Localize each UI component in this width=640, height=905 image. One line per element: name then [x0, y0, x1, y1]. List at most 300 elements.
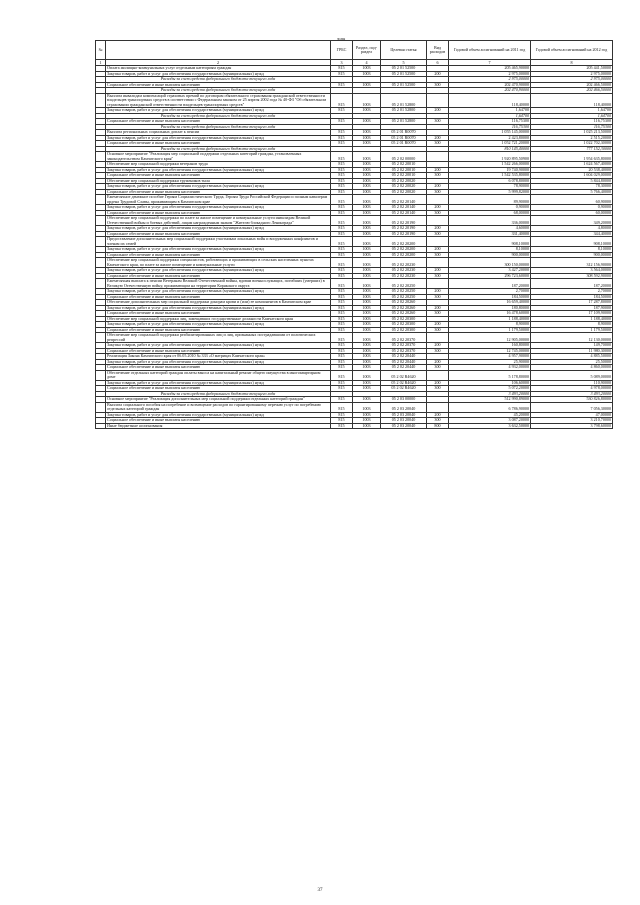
grbs-cell: 815	[331, 162, 353, 168]
article-cell: 05 2 02 20190	[381, 226, 427, 232]
grbs-cell: 815	[331, 418, 353, 424]
grbs-cell: 815	[331, 316, 353, 322]
item-name-cell: Расходы за счет средств федерального бюджета текущего года	[106, 391, 331, 397]
article-cell: 05 2 02 20230	[381, 273, 427, 279]
section-cell: 1003	[353, 305, 381, 311]
amount-year1-cell: 78,90000	[449, 184, 531, 190]
article-cell: 05 2 01 52800	[381, 108, 427, 114]
expense-kind-cell: 200	[427, 322, 449, 328]
amount-year1-cell: 2 975,00000	[449, 71, 531, 77]
section-cell: 1003	[353, 178, 381, 184]
amount-year1-cell: 202 470,90000	[449, 88, 531, 94]
table-header-row	[96, 41, 613, 60]
expense-kind-cell: 200	[427, 343, 449, 349]
header-year2: Годовой объем ассигнований на 2012 год	[531, 41, 613, 60]
section-cell: 1003	[353, 108, 381, 114]
article-cell: 05 2 02 20250	[381, 289, 427, 295]
grbs-cell: 815	[331, 305, 353, 311]
amount-year1-cell: 5 178,80000	[449, 370, 531, 380]
amount-year2-cell: 5 766,40000	[531, 189, 613, 195]
expense-kind-cell	[427, 279, 449, 289]
row-number-cell	[96, 237, 106, 247]
section-cell: 1003	[353, 167, 381, 173]
expense-kind-cell: 200	[427, 205, 449, 211]
amount-year2-cell: 20 538,40000	[531, 167, 613, 173]
section-cell: 1003	[353, 258, 381, 268]
table-row	[96, 93, 613, 108]
article-cell: 05 2 03 20040	[381, 402, 427, 412]
amount-year1-cell: 12 905,00000	[449, 333, 531, 343]
expense-kind-cell	[427, 370, 449, 380]
article-cell: 05 2 02 20140	[381, 205, 427, 211]
expense-kind-cell	[427, 333, 449, 343]
amount-year1-cell: 3 493,20000	[449, 391, 531, 397]
article-cell: 05 2 02 20370	[381, 348, 427, 354]
amount-year2-cell: 1 022 702,30000	[531, 141, 613, 147]
article-cell: 05 2 01 R0070	[381, 135, 427, 141]
grbs-cell: 815	[331, 386, 353, 392]
column-index: 2	[106, 60, 331, 66]
article-cell: 05 2 02 20200	[381, 247, 427, 253]
amount-year1-cell: 1,64700	[449, 108, 531, 114]
section-cell: 1003	[353, 322, 381, 328]
section-cell: 1003	[353, 119, 381, 125]
table-row	[96, 279, 613, 289]
amount-year2-cell: 12 130,00000	[531, 333, 613, 343]
item-name-cell: Закупка товаров, работ и услуг для обеспечения государственных (муниципальных) нужд	[106, 322, 331, 328]
header-section: Раздел, под-раздел	[353, 41, 381, 60]
grbs-cell: 815	[331, 258, 353, 268]
item-name-cell: Обеспечение мер социальной поддержки тружеников тыла	[106, 178, 331, 184]
section-cell: 1003	[353, 268, 381, 274]
item-name-cell: Закупка товаров, работ и услуг для обеспечения государственных (муниципальных) нужд	[106, 359, 331, 365]
header-name	[106, 41, 331, 60]
column-index: 6	[427, 60, 449, 66]
section-cell: 1003	[353, 237, 381, 247]
item-name-cell: Социальное обеспечение и иные выплаты населению	[106, 231, 331, 237]
item-name-cell: Обеспечение мер социальной поддержки ветеранов труда	[106, 162, 331, 168]
amount-year2-cell: 11 980,30000	[531, 348, 613, 354]
item-name-cell: Выплата инвалидам компенсаций страховых премий по договорам обязательного страхования гражданской ответственности владельцев транспортных средств в соответствии с Федеральным законом от 25 апреля 2002 года № 40-ФЗ "Об обязательном страховании гражданской ответственности владельцев транспортных средств"	[106, 93, 331, 108]
expense-kind-cell	[427, 93, 449, 108]
grbs-cell: 815	[331, 423, 353, 429]
article-cell: 05 2 02 20010	[381, 173, 427, 179]
item-name-cell: Закупка товаров, работ и услуг для обеспечения государственных (муниципальных) нужд	[106, 108, 331, 114]
section-cell: 1003	[353, 359, 381, 365]
section-cell: 1003	[353, 412, 381, 418]
section-cell: 1003	[353, 423, 381, 429]
amount-year1-cell: 4 932,00000	[449, 365, 531, 371]
section-cell: 1003	[353, 231, 381, 237]
item-name-cell: Социальное обеспечение и иные выплаты населению	[106, 365, 331, 371]
section-cell: 1003	[353, 397, 381, 403]
amount-year2-cell: 25,50000	[531, 359, 613, 365]
article-cell: 05 2 02 00000	[381, 152, 427, 162]
amount-year2-cell: 3 798,60000	[531, 423, 613, 429]
section-cell: 1003	[353, 173, 381, 179]
article-cell: 05 2 03 20040	[381, 418, 427, 424]
item-name-cell: Расходы за счет средств федерального бюджета текущего года	[106, 124, 331, 130]
amount-year2-cell: 344,40000	[531, 231, 613, 237]
header-kind: Вид расходов	[427, 41, 449, 60]
expense-kind-cell: 300	[427, 418, 449, 424]
table-row	[96, 258, 613, 268]
section-cell: 1003	[353, 226, 381, 232]
amount-year1-cell: 12 745,00000	[449, 348, 531, 354]
grbs-cell: 815	[331, 152, 353, 162]
amount-year1-cell: 16 659,40000	[449, 300, 531, 306]
item-name-cell: Расходы за счет средств федерального бюджета текущего года	[106, 146, 331, 152]
column-index: 5	[381, 60, 427, 66]
item-name-cell: Закупка товаров, работ и услуг для обеспечения государственных (муниципальных) нужд	[106, 226, 331, 232]
article-cell: 05 2 02 20370	[381, 343, 427, 349]
article-cell: 05 2 02 20020	[381, 184, 427, 190]
column-index: 3	[331, 60, 353, 66]
article-cell: 05 2 02 20010	[381, 167, 427, 173]
expense-kind-cell	[427, 237, 449, 247]
section-cell: 1003	[353, 289, 381, 295]
grbs-cell: 815	[331, 173, 353, 179]
grbs-cell: 815	[331, 135, 353, 141]
amount-year2-cell: 17 287,80000	[531, 300, 613, 306]
expense-kind-cell: 300	[427, 119, 449, 125]
item-name-cell: Социальное обеспечение и иные выплаты населению	[106, 418, 331, 424]
item-name-cell: Иные бюджетные ассигнования	[106, 423, 331, 429]
item-name-cell: Выплата социального пособия на погребение и возмещение расходов по гарантированному перечню услуг по погребению отдельных категорий граждан	[106, 402, 331, 412]
amount-year1-cell: 19 740,90000	[449, 167, 531, 173]
section-cell: 1003	[353, 130, 381, 136]
article-cell: 05 2 02 20190	[381, 216, 427, 226]
article-cell: 05 2 02 20300	[381, 316, 427, 322]
grbs-cell: 815	[331, 412, 353, 418]
item-name-cell: Социальное обеспечение и иные выплаты населению	[106, 210, 331, 216]
item-name-cell: Социальное обеспечение и иные выплаты населению	[106, 327, 331, 333]
grbs-cell: 815	[331, 397, 353, 403]
expense-kind-cell: 200	[427, 167, 449, 173]
section-cell: 1003	[353, 195, 381, 205]
amount-year2-cell: 118,40000	[531, 93, 613, 108]
amount-year2-cell: 3 493,20000	[531, 391, 613, 397]
item-name-cell: Обеспечение мер социальной поддержки специалистов, работающих и проживающих в сельских населенных пунктах Камчатского края, по плате за жилое помещение и коммунальные услуги	[106, 258, 331, 268]
amount-year1-cell: 118,40000	[449, 93, 531, 108]
article-cell: 05 2 02 20260	[381, 300, 427, 306]
article-cell: 05 2 02 R4620	[381, 380, 427, 386]
amount-year2-cell: 202 466,50000	[531, 82, 613, 88]
item-name-cell: Закупка товаров, работ и услуг для обеспечения государственных (муниципальных) нужд	[106, 412, 331, 418]
grbs-cell: 815	[331, 237, 353, 247]
amount-year2-cell: 777 152,30000	[531, 146, 613, 152]
article-cell: 05 2 01 52800	[381, 93, 427, 108]
grbs-cell: 815	[331, 82, 353, 88]
amount-year1-cell: 4,60000	[449, 226, 531, 232]
expense-kind-cell	[427, 216, 449, 226]
table-row	[96, 237, 613, 247]
item-name-cell: Закупка товаров, работ и услуг для обеспечения государственных (муниципальных) нужд	[106, 343, 331, 349]
article-cell: 05 2 03 20040	[381, 412, 427, 418]
grbs-cell: 815	[331, 184, 353, 190]
article-cell: 05 2 02 20300	[381, 327, 427, 333]
item-name-cell: Предоставление дополнительных мер социальной поддержки участникам локальных войн и вооруженных конфликтов и членам их семей	[106, 237, 331, 247]
amount-year2-cell: 60,90000	[531, 195, 613, 205]
header-grbs: ГРБС	[331, 41, 353, 60]
grbs-cell: 815	[331, 359, 353, 365]
amount-year1-cell: 908,10000	[449, 237, 531, 247]
section-cell: 1003	[353, 141, 381, 147]
item-name-cell: Социальное обеспечение и иные выплаты населению	[106, 141, 331, 147]
amount-year2-cell: 2 975,00000	[531, 71, 613, 77]
section-cell: 1003	[353, 162, 381, 168]
article-cell: 05 2 02 20440	[381, 359, 427, 365]
expense-kind-cell: 300	[427, 348, 449, 354]
item-name-cell: Расходы за счет средств федерального бюджета текущего года	[106, 77, 331, 83]
section-cell: 1003	[353, 370, 381, 380]
amount-year2-cell: 4 885,50000	[531, 354, 613, 360]
article-cell: 05 2 02 20300	[381, 322, 427, 328]
article-cell: 05 2 02 20260	[381, 305, 427, 311]
amount-year2-cell: 1 954 635,80000	[531, 152, 613, 162]
amount-year2-cell: 187,20000	[531, 279, 613, 289]
article-cell: 05 2 02 20140	[381, 195, 427, 205]
item-name-cell: Закупка товаров, работ и услуг для обеспечения государственных (муниципальных) нужд	[106, 268, 331, 274]
header-note: зоды	[337, 36, 346, 41]
article-cell: 05 2 02 20190	[381, 231, 427, 237]
amount-year1-cell: 184,50000	[449, 294, 531, 300]
article-cell: 05 2 01 52500	[381, 82, 427, 88]
item-name-cell: Обеспечение мер социальной поддержки реабилитированных лиц и лиц, признанных пострадавшими от политических репрессий	[106, 333, 331, 343]
grbs-cell: 815	[331, 402, 353, 412]
table-body	[96, 66, 613, 429]
amount-year1-cell: 187,20000	[449, 279, 531, 289]
table-row	[96, 402, 613, 412]
item-name-cell: Социальное обеспечение и иные выплаты населению	[106, 173, 331, 179]
amount-year2-cell: 149,70000	[531, 343, 613, 349]
section-cell: 1003	[353, 210, 381, 216]
grbs-cell: 815	[331, 327, 353, 333]
amount-year2-cell: 47,00000	[531, 412, 613, 418]
amount-year1-cell: 3 087,20000	[449, 418, 531, 424]
item-name-cell: Ежемесячная выплата к пенсии Ветеранам Великой Отечественной войны, вдовам военнослужащих, погибших (умерших) в Великую Отечественную войну, проживающим на территории Корякского округа	[106, 279, 331, 289]
grbs-cell: 815	[331, 354, 353, 360]
section-cell: 1003	[353, 365, 381, 371]
amount-year2-cell: 5 089,00000	[531, 370, 613, 380]
grbs-cell: 815	[331, 273, 353, 279]
grbs-cell: 815	[331, 333, 353, 343]
amount-year1-cell: 5 999,82000	[449, 189, 531, 195]
grbs-cell: 815	[331, 119, 353, 125]
grbs-cell: 815	[331, 195, 353, 205]
amount-year2-cell: 1 188,40000	[531, 316, 613, 322]
amount-year1-cell: 1,64700	[449, 113, 531, 119]
section-cell: 1003	[353, 279, 381, 289]
amount-year1-cell: 2,70000	[449, 289, 531, 295]
item-name-cell: Социальное обеспечение и иные выплаты населению	[106, 294, 331, 300]
item-name-cell: Социальное обеспечение и иные выплаты населению	[106, 189, 331, 195]
expense-kind-cell: 300	[427, 82, 449, 88]
item-name-cell: Обеспечение отдельных категорий граждан оплаты взноса на капитальный ремонт общего имущества в многоквартирном доме	[106, 370, 331, 380]
article-cell: 05 2 02 R4620	[381, 370, 427, 380]
column-index: 4	[353, 60, 381, 66]
article-cell: 05 2 02 20010	[381, 162, 427, 168]
article-cell: 05 2 03 20040	[381, 423, 427, 429]
article-cell: 05 2 01 R0070	[381, 141, 427, 147]
amount-year2-cell: 1 025 213,50000	[531, 130, 613, 136]
expense-kind-cell: 200	[427, 108, 449, 114]
amount-year1-cell: 331,40000	[449, 231, 531, 237]
item-name-cell: Закупка товаров, работ и услуг для обеспечения государственных (муниципальных) нужд	[106, 135, 331, 141]
article-cell: 05 2 01 52800	[381, 119, 427, 125]
item-name-cell: Социальное обеспечение и иные выплаты населению	[106, 348, 331, 354]
amount-year1-cell: 8,10000	[449, 247, 531, 253]
expense-kind-cell: 300	[427, 252, 449, 258]
amount-year2-cell: 1,64700	[531, 108, 613, 114]
amount-year2-cell: 312 156,90000	[531, 258, 613, 268]
item-name-cell: Оплата жилищно-коммунальных услуг отдельным категориям граждан	[106, 66, 331, 72]
section-cell: 1003	[353, 354, 381, 360]
item-name-cell: Обеспечение мер социальной поддержки по плате за жилое помещение и коммунальные услуги инвалидам Великой Отечественной войны и боевых действий, лицам награжденным знаком "Жителю блокадного Ленинграда"	[106, 216, 331, 226]
column-index: 1	[96, 60, 106, 66]
section-cell: 1003	[353, 184, 381, 190]
amount-year1-cell: 1 179,50000	[449, 327, 531, 333]
amount-year2-cell: 116,75300	[531, 119, 613, 125]
amount-year1-cell: 106,60000	[449, 380, 531, 386]
item-name-cell: Закупка товаров, работ и услуг для обеспечения государственных (муниципальных) нужд	[106, 184, 331, 190]
amount-year1-cell: 6 078,80000	[449, 178, 531, 184]
expense-kind-cell	[427, 258, 449, 268]
section-cell: 1003	[353, 386, 381, 392]
grbs-cell: 815	[331, 343, 353, 349]
amount-year2-cell: 184,50000	[531, 294, 613, 300]
article-cell: 05 2 02 R4620	[381, 386, 427, 392]
expense-kind-cell: 300	[427, 273, 449, 279]
row-number-cell	[96, 423, 106, 429]
item-name-cell: Социальное обеспечение и иные выплаты населению	[106, 273, 331, 279]
amount-year2-cell: 908,10000	[531, 237, 613, 247]
section-cell: 1003	[353, 300, 381, 306]
amount-year1-cell: 89,90000	[449, 195, 531, 205]
section-cell: 1003	[353, 152, 381, 162]
amount-year1-cell: 512 990,89000	[449, 397, 531, 403]
amount-year2-cell: 0,90000	[531, 205, 613, 211]
article-cell: 05 2 01 52500	[381, 71, 427, 77]
expense-kind-cell: 200	[427, 226, 449, 232]
amount-year1-cell: 1 920 895,50900	[449, 152, 531, 162]
table-row	[96, 216, 613, 226]
section-cell: 1003	[353, 252, 381, 258]
row-number-cell	[96, 195, 106, 205]
grbs-cell: 815	[331, 294, 353, 300]
table-row	[96, 152, 613, 162]
item-name-cell: Закупка товаров, работ и услуг для обеспечения государственных (муниципальных) нужд	[106, 247, 331, 253]
grbs-cell: 815	[331, 205, 353, 211]
amount-year1-cell: 6 786,90000	[449, 402, 531, 412]
item-name-cell: Обеспечение дополнительных мер социальной поддержки донорам крови и (или) ее компонентов в Камчатском крае	[106, 300, 331, 306]
amount-year1-cell: 296 723,60000	[449, 273, 531, 279]
expense-kind-cell: 300	[427, 327, 449, 333]
expense-kind-cell: 300	[427, 365, 449, 371]
amount-year2-cell: 3 210,70000	[531, 418, 613, 424]
article-cell: 05 2 03 00000	[381, 397, 427, 403]
amount-year1-cell: 1 188,40000	[449, 316, 531, 322]
amount-year1-cell: 205 465,90000	[449, 66, 531, 72]
grbs-cell: 815	[331, 108, 353, 114]
column-index: 8	[531, 60, 613, 66]
row-number-cell	[96, 279, 106, 289]
amount-year2-cell: 4 978,00000	[531, 386, 613, 392]
amount-year1-cell: 16 478,60000	[449, 311, 531, 317]
amount-year1-cell: 116,75300	[449, 124, 531, 130]
amount-year1-cell: 2 423,80000	[449, 135, 531, 141]
amount-year2-cell: 4 860,00000	[531, 365, 613, 371]
grbs-cell: 815	[331, 322, 353, 328]
item-name-cell: Социальное обеспечение и иные выплаты населению	[106, 82, 331, 88]
grbs-cell: 815	[331, 216, 353, 226]
article-cell: 05 2 02 20020	[381, 178, 427, 184]
grbs-cell: 815	[331, 71, 353, 77]
amount-year1-cell: 0,90000	[449, 205, 531, 211]
section-cell: 1003	[353, 333, 381, 343]
expense-kind-cell: 200	[427, 305, 449, 311]
amount-year1-cell: 1 542 266,00000	[449, 162, 531, 168]
amount-year2-cell: 7 056,30000	[531, 402, 613, 412]
amount-year1-cell: 202 470,90000	[449, 82, 531, 88]
expense-kind-cell: 300	[427, 141, 449, 147]
amount-year2-cell: 60,00000	[531, 210, 613, 216]
amount-year2-cell: 17 109,90000	[531, 311, 613, 317]
amount-year2-cell: 5 844,80000	[531, 178, 613, 184]
amount-year1-cell: 5 072,20000	[449, 386, 531, 392]
section-cell: 1003	[353, 135, 381, 141]
section-cell: 1003	[353, 216, 381, 226]
amount-year2-cell: 2,70000	[531, 289, 613, 295]
expense-kind-cell: 200	[427, 289, 449, 295]
expense-kind-cell: 200	[427, 412, 449, 418]
amount-year1-cell: 116,75300	[449, 119, 531, 125]
grbs-cell: 815	[331, 380, 353, 386]
amount-year2-cell: 8,90000	[531, 322, 613, 328]
article-cell: 05 2 02 20230	[381, 258, 427, 268]
section-cell: 1003	[353, 316, 381, 322]
section-cell: 1003	[353, 327, 381, 333]
item-name-cell: Выплата региональных социальных доплат к пенсии	[106, 130, 331, 136]
amount-year2-cell: 900,00000	[531, 252, 613, 258]
header-no: №	[96, 41, 106, 60]
amount-year2-cell: 1 624 567,40000	[531, 162, 613, 168]
amount-year2-cell: 78,30000	[531, 184, 613, 190]
grbs-cell: 815	[331, 348, 353, 354]
budget-table	[95, 40, 613, 429]
item-name-cell: Социальное обеспечение и иные выплаты населению	[106, 252, 331, 258]
amount-year2-cell: 8,10000	[531, 247, 613, 253]
grbs-cell: 815	[331, 300, 353, 306]
table-row	[96, 423, 613, 429]
expense-kind-cell: 200	[427, 380, 449, 386]
grbs-cell: 815	[331, 130, 353, 136]
amount-year2-cell: 2 975,00000	[531, 77, 613, 83]
section-cell: 1003	[353, 294, 381, 300]
amount-year1-cell: 300 150,00000	[449, 258, 531, 268]
page-number: 37	[317, 888, 323, 893]
article-cell: 05 2 01 R0070	[381, 130, 427, 136]
amount-year2-cell: 2 515,20000	[531, 135, 613, 141]
item-name-cell: Реализация Закона Камчатского края от 06.05.2010 № 333 «О матрицах Камчатского края»	[106, 354, 331, 360]
grbs-cell: 815	[331, 311, 353, 317]
expense-kind-cell: 200	[427, 135, 449, 141]
amount-year1-cell: 2 975,00000	[449, 77, 531, 83]
expense-kind-cell	[427, 152, 449, 162]
amount-year1-cell: 4 957,90000	[449, 354, 531, 360]
row-number-cell	[96, 333, 106, 343]
article-cell: 05 2 02 20440	[381, 365, 427, 371]
